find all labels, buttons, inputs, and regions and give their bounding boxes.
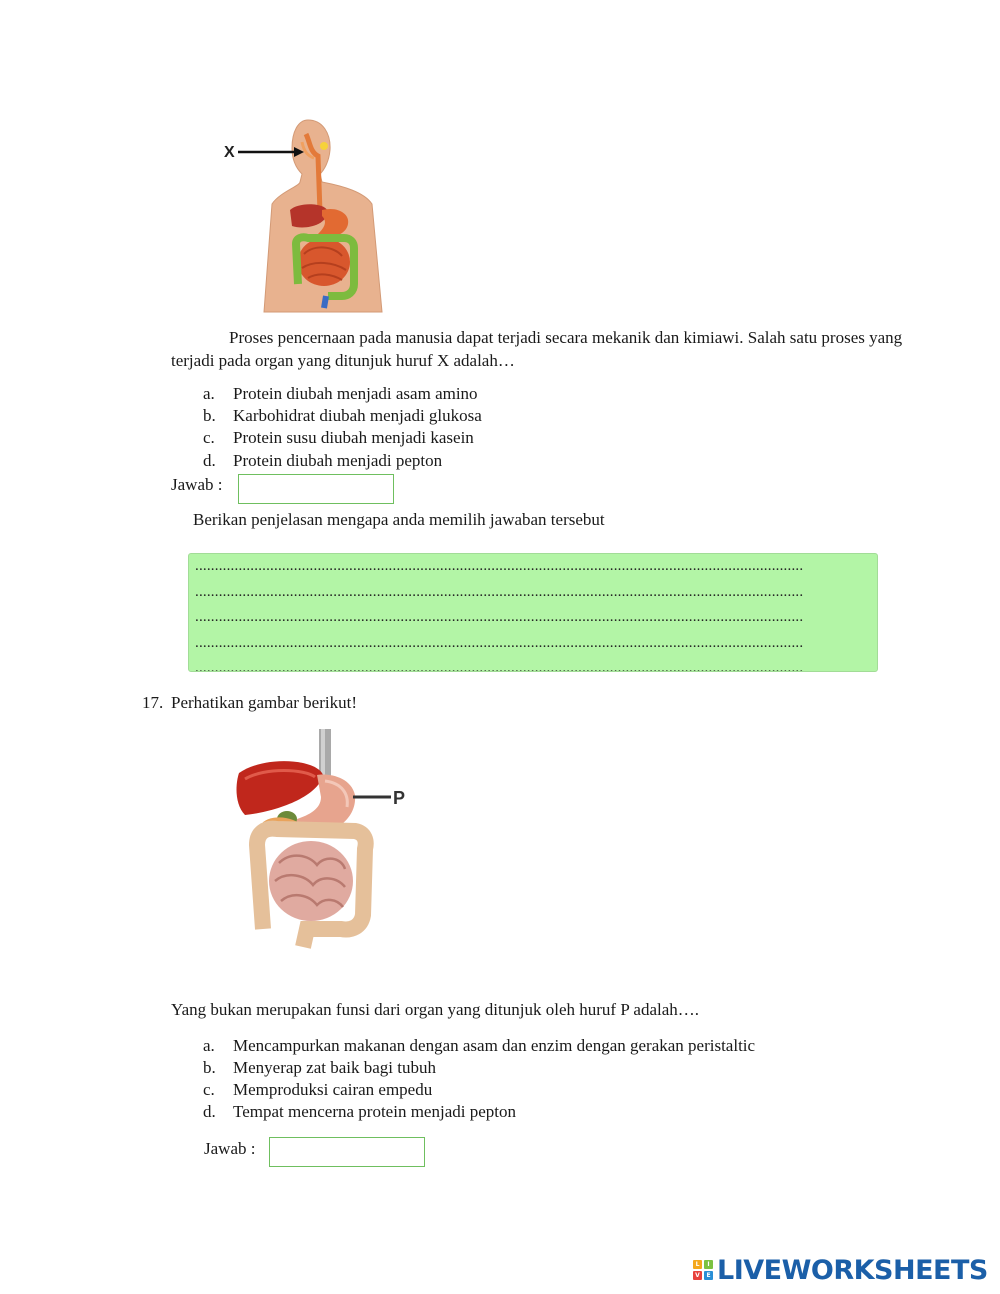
q17-number: 17. — [142, 693, 164, 712]
q17-question-text: Yang bukan merupakan funsi dari organ yang ditunjuk oleh huruf P adalah…. — [171, 1000, 700, 1019]
logo-mark-e: E — [704, 1271, 713, 1280]
q16-explanation-textarea[interactable] — [188, 553, 878, 672]
logo-mark-icon — [693, 1260, 713, 1280]
option-letter: a. — [203, 1036, 215, 1055]
q17-option-b[interactable] — [203, 1057, 436, 1079]
q17-option-d[interactable] — [203, 1101, 516, 1123]
explain-line: .......................................................................................................................................................... — [195, 609, 804, 625]
logo-wordmark: LIVEWORKSHEETS — [717, 1254, 988, 1286]
logo-mark-i: I — [704, 1260, 713, 1269]
option-text: Karbohidrat diubah menjadi glukosa — [233, 406, 482, 425]
q17-answer-label: Jawab : — [204, 1139, 256, 1158]
figure-label-p: P — [393, 788, 406, 808]
q16-option-b[interactable] — [203, 405, 482, 427]
option-text: Protein diubah menjadi asam amino — [233, 384, 478, 403]
option-text: Tempat mencerna protein menjadi pepton — [233, 1102, 516, 1121]
q17-answer-input[interactable] — [269, 1137, 425, 1167]
option-letter: c. — [203, 428, 215, 447]
explain-line: .......................................................................................................................................................... — [195, 558, 804, 574]
option-letter: c. — [203, 1080, 215, 1099]
option-letter: d. — [203, 451, 216, 470]
explain-line: .......................................................................................................................................................... — [195, 634, 804, 651]
option-letter: d. — [203, 1102, 216, 1121]
q16-answer-input[interactable] — [238, 474, 394, 504]
option-text: Protein susu diubah menjadi kasein — [233, 428, 474, 447]
option-letter: a. — [203, 384, 215, 403]
figure-label-x: X — [224, 144, 235, 161]
digestive-system-figure — [178, 112, 398, 314]
q16-option-c[interactable] — [203, 427, 474, 449]
stomach-figure — [205, 715, 435, 960]
q17-option-a[interactable] — [203, 1035, 755, 1057]
option-letter: b. — [203, 406, 216, 425]
q16-explain-prompt: Berikan penjelasan mengapa anda memilih jawaban tersebut — [193, 510, 605, 529]
logo-mark-v: V — [693, 1271, 702, 1280]
q17-option-c[interactable] — [203, 1079, 432, 1101]
liveworksheets-logo[interactable] — [693, 1254, 988, 1286]
option-text: Mencampurkan makanan dengan asam dan enzim dengan gerakan peristaltic — [233, 1036, 756, 1055]
option-letter: b. — [203, 1058, 216, 1077]
option-text: Protein diubah menjadi pepton — [233, 451, 443, 470]
explain-line: .......................................................................................................................................................... — [195, 583, 804, 600]
q16-option-d[interactable] — [203, 450, 442, 472]
q16-answer-label: Jawab : — [171, 475, 223, 494]
option-text: Menyerap zat baik bagi tubuh — [233, 1058, 436, 1077]
q16-option-a[interactable] — [203, 383, 478, 405]
logo-mark-l: L — [693, 1260, 702, 1269]
option-text: Memproduksi cairan empedu — [233, 1080, 433, 1099]
explain-line: .......................................................................................................................................................... — [195, 660, 804, 672]
q16-question-text: Proses pencernaan pada manusia dapat terjadi secara mekanik dan kimiawi. Salah satu proses yang terjadi pada organ yang ditunjuk huruf X adalah… — [171, 328, 903, 370]
q17-prompt: Perhatikan gambar berikut! — [171, 693, 357, 712]
